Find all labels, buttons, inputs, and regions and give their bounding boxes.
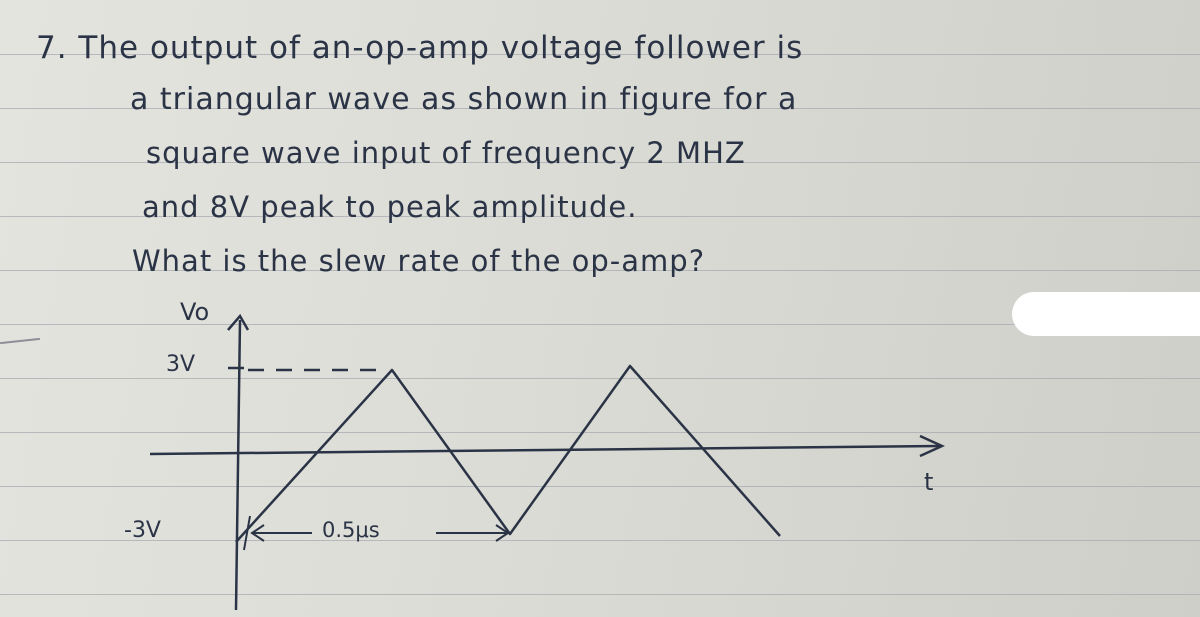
waveform-sketch <box>0 290 1200 617</box>
problem-line-3: square wave input of frequency 2 MHZ <box>146 136 746 170</box>
x-axis-label: t <box>924 468 934 496</box>
period-label: 0.5μs <box>322 518 380 542</box>
y-axis <box>236 320 240 610</box>
problem-line-5: What is the slew rate of the op-amp? <box>132 244 706 278</box>
waveform-drawing <box>0 290 1200 617</box>
lower-level-label: -3V <box>124 518 161 543</box>
problem-line-2: a triangular wave as shown in figure for a <box>130 82 798 117</box>
problem-line-4: and 8V peak to peak amplitude. <box>142 190 638 224</box>
triangle-wave <box>236 366 780 542</box>
upper-level-label: 3V <box>166 352 196 377</box>
y-axis-arrow-icon <box>228 316 248 330</box>
y-axis-label: Vo <box>180 298 210 326</box>
problem-line-1: 7. The output of an-op-amp voltage follower is <box>36 30 804 66</box>
x-axis <box>150 446 940 454</box>
